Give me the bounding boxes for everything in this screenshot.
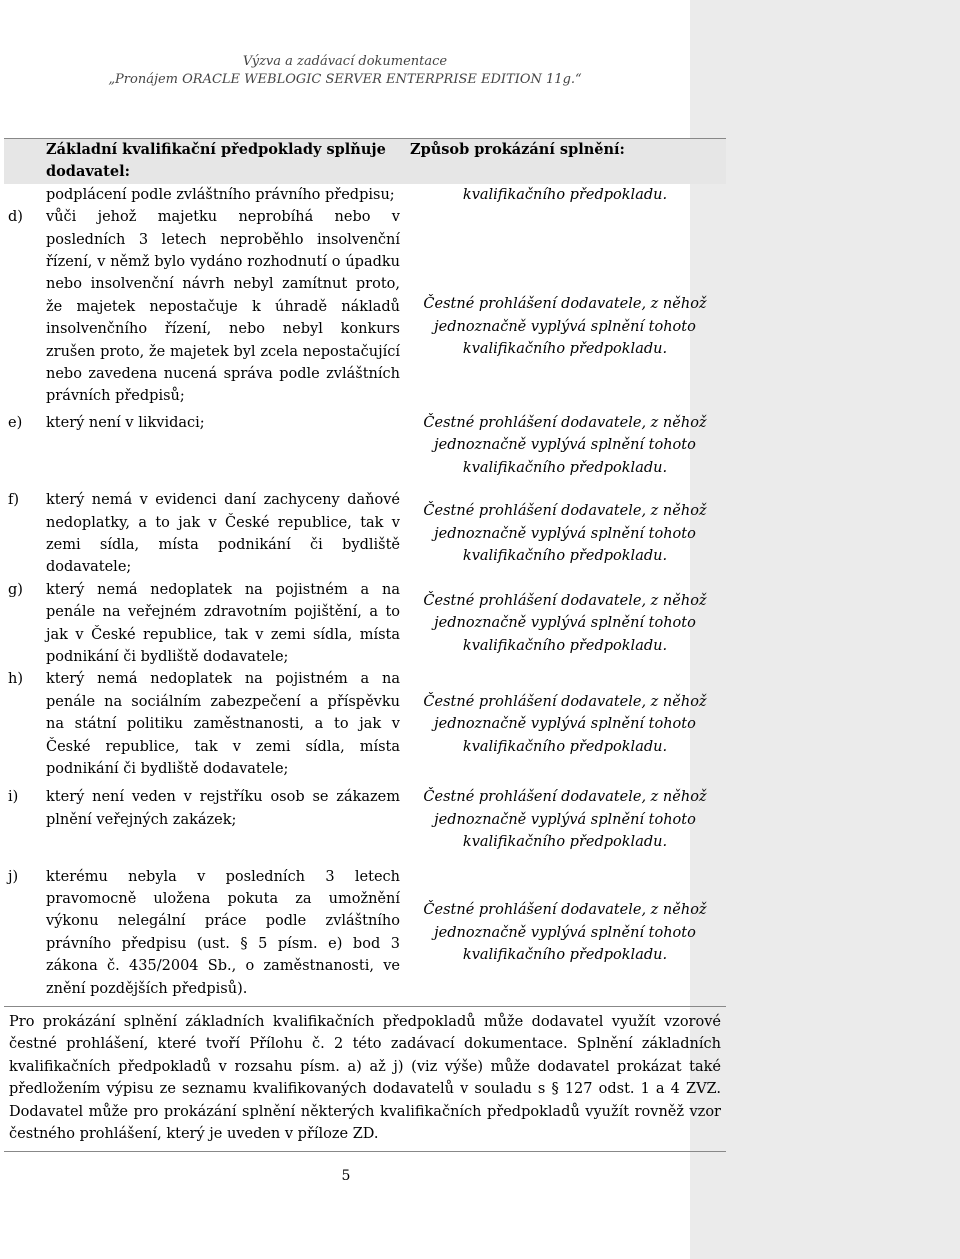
requirement-text: který není v likvidaci; [46, 414, 205, 431]
table-note-row [4, 1007, 726, 1152]
table-row-j [4, 866, 726, 1000]
proof-line: Čestné prohlášení dodavatele, z něhož [423, 296, 707, 313]
proof-line: Čestné prohlášení dodavatele, z něhož [423, 592, 707, 609]
item-letter: d) [8, 209, 23, 226]
item-letter: e) [8, 414, 23, 431]
note-paragraph: Pro prokázání splnění základních kvalifikačních předpokladů může dodavatel využít vzorové čestné prohlášení, které tvoří Přílohu č. 2 této zadávací dokumentace. Splnění základních kvalifikačních předpokladů v rozsahu písm. a) až j) (viz výše) může dodavatel prokázat také předložením výpisu ze seznamu kvalifikovaných dodavatelů v souladu s § 127 odst. 1 a 4 ZVZ. Dodavatel může pro prokázání splnění některých kvalifikačních předpokladů využít rovněž vzor čestného prohlášení, který je uveden v příloze ZD. [4, 1007, 726, 1152]
proof-line: jednoznačně vyplývá splnění tohoto [434, 716, 696, 733]
proof-line: Čestné prohlášení dodavatele, z něhož [423, 789, 707, 806]
proof-text [404, 866, 726, 1000]
proof-line: Čestné prohlášení dodavatele, z něhož [423, 503, 707, 520]
proof-text [404, 206, 726, 408]
item-letter: h) [8, 671, 23, 688]
proof-line: kvalifikačního předpokladu. [462, 738, 668, 755]
table-row-g [4, 579, 726, 669]
proof-line: kvalifikačního předpokladu. [462, 341, 668, 358]
proof-line: kvalifikačního předpokladu. [462, 637, 668, 654]
requirement-text: kterému nebyla v posledních 3 letech pravomocně uložena pokuta za umožnění výkonu nelegální práce podle zvláštního právního předpisu (ust. § 5 písm. e) bod 3 zákona č. 435/2004 Sb., o zaměstnanosti, ve znění pozdějších předpisů). [46, 868, 400, 997]
proof-line: jednoznačně vyplývá splnění tohoto [434, 615, 696, 632]
document-header-subtitle: „Pronájem ORACLE WEBLOGIC SERVER ENTERPRISE EDITION 11g.“ [108, 72, 582, 87]
proof-line: jednoznačně vyplývá splnění tohoto [434, 811, 696, 828]
proof-line: kvalifikačního předpokladu. [462, 947, 668, 964]
requirement-text: který nemá v evidenci daní zachyceny daňové nedoplatky, a to jak v České republice, tak v zemi sídla, místa podnikání či bydliště dodavatele; [46, 492, 400, 576]
item-letter: i) [8, 789, 19, 806]
proof-line: Čestné prohlášení dodavatele, z něhož [423, 902, 707, 919]
item-letter: f) [8, 492, 20, 509]
proof-line: jednoznačně vyplývá splnění tohoto [434, 525, 696, 542]
table-row-e [4, 408, 726, 479]
table-row-d [4, 206, 726, 408]
requirement-text: který nemá nedoplatek na pojistném a na penále na sociálním zabezpečení a příspěvku na státní politiku zaměstnanosti, a to jak v České republice, tak v zemi sídla, místa podnikání či bydliště dodavatele; [46, 671, 400, 777]
header-proof-method: Způsob prokázání splnění: [404, 139, 726, 184]
table-row-f [4, 489, 726, 579]
item-letter: g) [8, 581, 23, 598]
proof-line: jednoznačně vyplývá splnění tohoto [434, 318, 696, 335]
proof-line: Čestné prohlášení dodavatele, z něhož [423, 414, 707, 431]
page-number: 5 [341, 1168, 351, 1184]
document-header-title: Výzva a zadávací dokumentace [242, 54, 448, 69]
proof-line: jednoznačně vyplývá splnění tohoto [434, 437, 696, 454]
item-letter: j) [8, 868, 19, 885]
requirement-text: který nemá nedoplatek na pojistném a na penále na veřejném zdravotním pojištění, a to jak v České republice, tak v zemi sídla, místa podnikání či bydliště dodavatele; [46, 581, 400, 665]
table-row-h [4, 668, 726, 780]
side-margin-panel [690, 0, 960, 1259]
table-header-row [4, 139, 726, 184]
requirement-text: podplácení podle zvláštního právního předpisu; [46, 186, 395, 203]
proof-line: Čestné prohlášení dodavatele, z něhož [423, 693, 707, 710]
requirement-text: vůči jehož majetku neprobíhá nebo v posledních 3 letech neproběhlo insolvenční řízení, v němž bylo vydáno rozhodnutí o úpadku nebo insolvenční návrh nebyl zamítnut proto, že majetek nepostačuje k úhradě nákladů insolvenčního řízení, nebo nebyl konkurs zrušen proto, že majetek byl zcela nepostačující nebo zavedena nucená správa podle zvláštních právních předpisů; [46, 209, 400, 405]
table-row-i [4, 786, 726, 853]
table-row-c [4, 184, 726, 206]
header-requirements: Základní kvalifikační předpoklady splňuje dodavatel: [42, 139, 404, 184]
qualification-table [4, 138, 726, 1152]
proof-text [404, 579, 726, 669]
proof-line: kvalifikačního předpokladu. [462, 548, 668, 565]
proof-text [404, 786, 726, 853]
proof-line: jednoznačně vyplývá splnění tohoto [434, 924, 696, 941]
requirement-text: který není veden v rejstříku osob se zákazem plnění veřejných zakázek; [46, 789, 400, 828]
proof-text: kvalifikačního předpokladu. [462, 186, 668, 203]
proof-line: kvalifikačního předpokladu. [462, 834, 668, 851]
proof-text [404, 489, 726, 579]
proof-text [404, 668, 726, 780]
proof-text [404, 408, 726, 479]
proof-line: kvalifikačního předpokladu. [462, 459, 668, 476]
